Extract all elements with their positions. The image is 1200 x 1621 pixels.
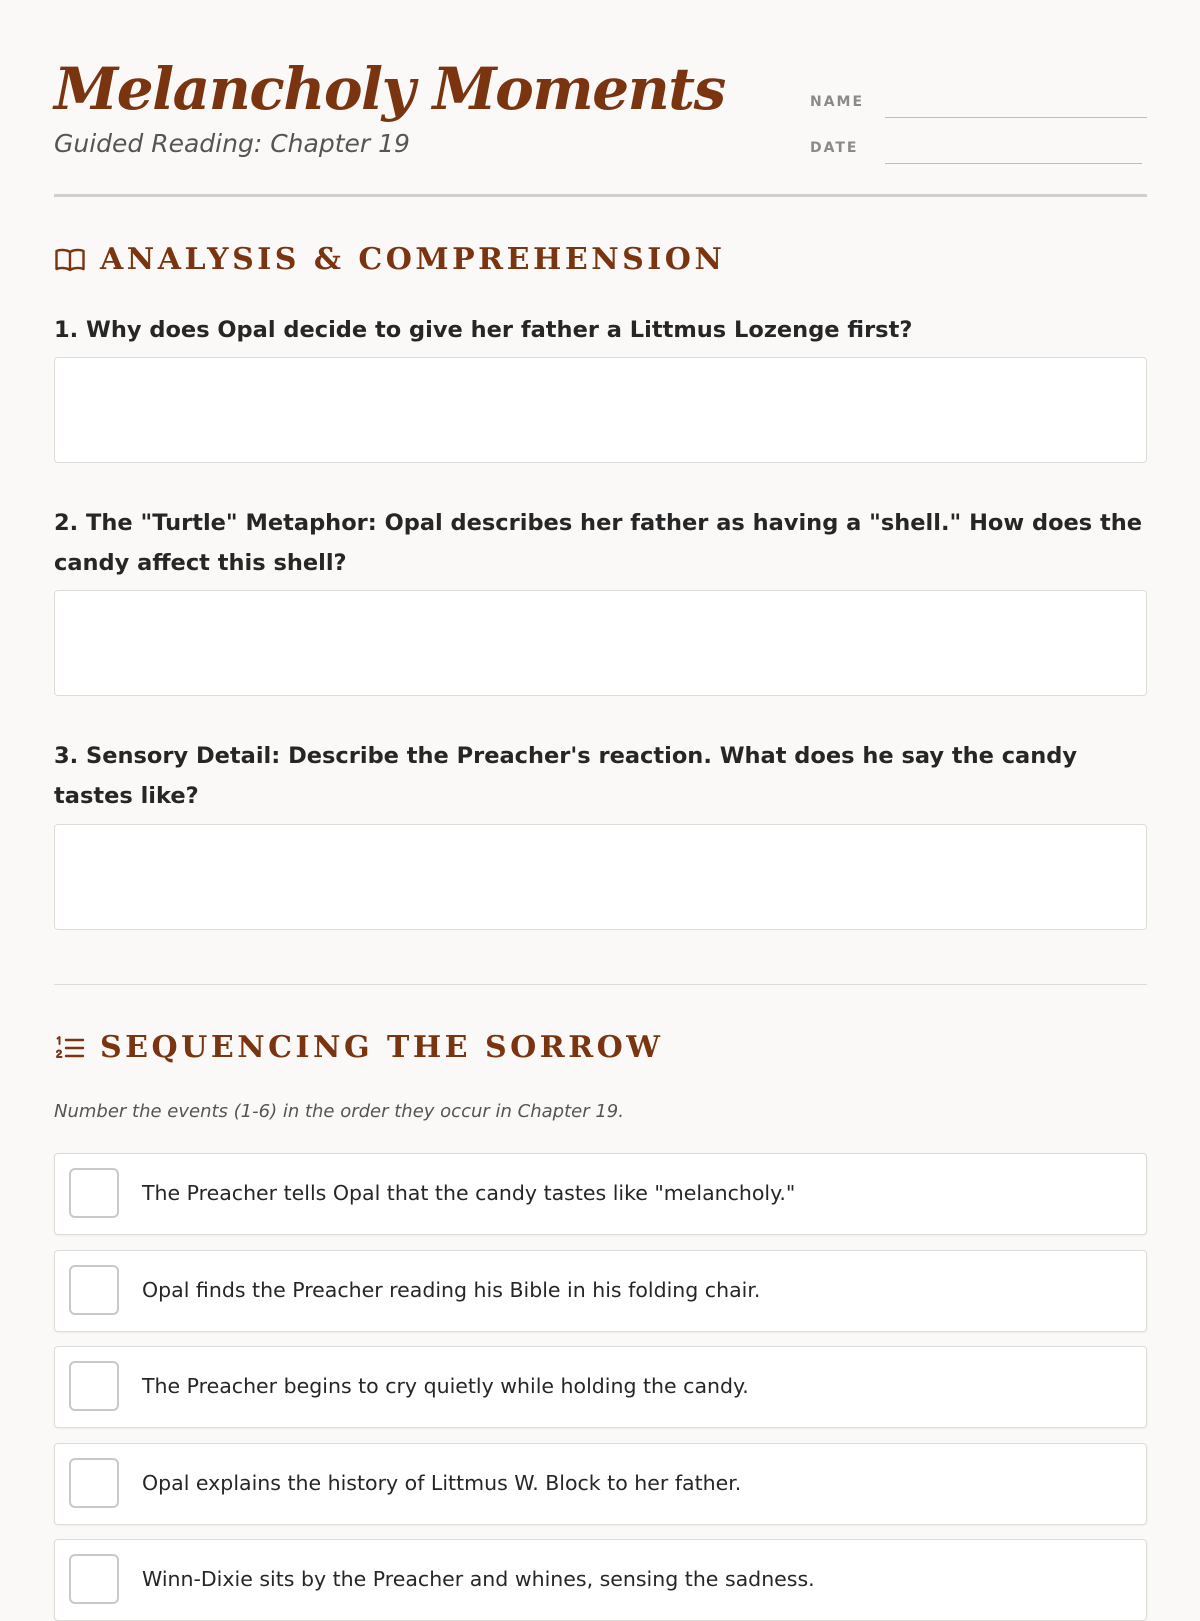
worksheet-page <box>54 0 1147 1600</box>
open-book-icon <box>54 244 86 276</box>
event-card <box>54 1539 1147 1621</box>
answer-box-1[interactable] <box>54 357 1147 463</box>
analysis-section-heading <box>54 240 1147 280</box>
date-label: DATE <box>810 140 859 156</box>
event-text: Opal explains the history of Littmus W. Block to her father. <box>142 1471 742 1495</box>
question-3: 3. Sensory Detail: Describe the Preacher's reaction. What does he say the candy tastes like? <box>54 743 1078 809</box>
answer-box-2[interactable] <box>54 590 1147 696</box>
numbered-list-icon <box>54 1032 86 1064</box>
name-label: NAME <box>810 94 865 110</box>
date-line[interactable] <box>885 163 1142 164</box>
sequencing-section-title: SEQUENCING THE SORROW <box>100 1030 664 1065</box>
event-text: Opal finds the Preacher reading his Bible in his folding chair. <box>142 1278 761 1302</box>
event-text: The Preacher begins to cry quietly while holding the candy. <box>142 1374 749 1398</box>
name-field[interactable] <box>810 90 1147 120</box>
event-text: Winn-Dixie sits by the Preacher and whines, sensing the sadness. <box>142 1567 815 1591</box>
header-divider <box>54 194 1147 197</box>
event-number-input[interactable] <box>69 1168 119 1218</box>
question-1: 1. Why does Opal decide to give her father a Littmus Lozenge first? <box>54 317 913 343</box>
question-2: 2. The "Turtle" Metaphor: Opal describes her father as having a "shell." How does the candy affect this shell? <box>54 510 1143 576</box>
sequencing-instructions: Number the events (1-6) in the order they occur in Chapter 19. <box>54 1101 624 1122</box>
answer-box-3[interactable] <box>54 824 1147 930</box>
worksheet-header <box>54 48 1147 198</box>
event-card <box>54 1250 1147 1332</box>
event-card <box>54 1346 1147 1428</box>
event-number-input[interactable] <box>69 1265 119 1315</box>
analysis-section-title: ANALYSIS & COMPREHENSION <box>100 242 726 277</box>
event-number-input[interactable] <box>69 1458 119 1508</box>
worksheet-subtitle: Guided Reading: Chapter 19 <box>54 129 410 158</box>
name-line[interactable] <box>885 117 1147 118</box>
sequencing-section-heading <box>54 1028 1147 1068</box>
event-card <box>54 1153 1147 1235</box>
event-text: The Preacher tells Opal that the candy tastes like "melancholy." <box>142 1181 796 1205</box>
date-field[interactable] <box>810 136 1147 166</box>
event-number-input[interactable] <box>69 1361 119 1411</box>
section-divider <box>54 984 1147 985</box>
event-number-input[interactable] <box>69 1554 119 1604</box>
event-card <box>54 1443 1147 1525</box>
worksheet-title: Melancholy Moments <box>54 55 725 123</box>
